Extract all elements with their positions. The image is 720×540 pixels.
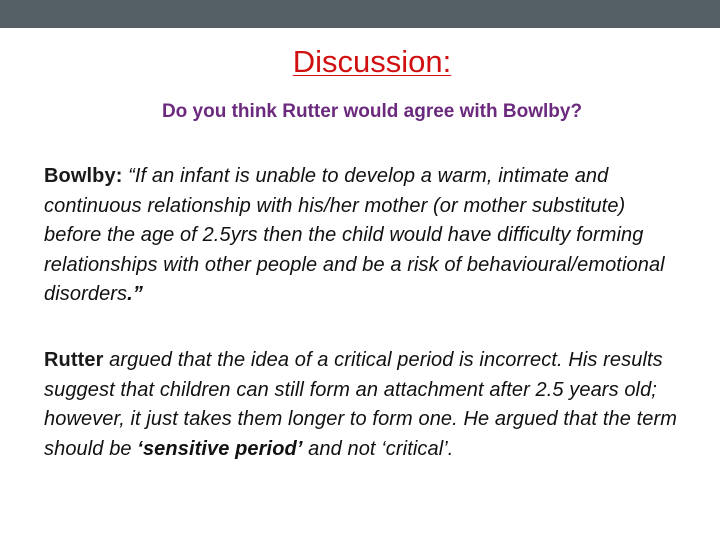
rutter-emphasis: ‘sensitive period’ xyxy=(137,437,303,460)
rutter-ending: and not ‘critical’. xyxy=(302,437,454,460)
top-bar xyxy=(0,0,720,28)
slide-subtitle: Do you think Rutter would agree with Bowlby? xyxy=(161,101,583,122)
rutter-paragraph xyxy=(44,346,684,464)
bowlby-speaker-label: Bowlby: xyxy=(44,165,123,187)
bowlby-paragraph xyxy=(44,162,684,310)
rutter-argument: argued that the idea of a critical period is incorrect. His results suggest that children can still form an attachment after 2.5 years old; however, it just takes them longer to form one. He argued that the term should be xyxy=(44,349,677,460)
slide-title: Discussion: xyxy=(292,44,452,79)
bowlby-quote-closing: .” xyxy=(127,283,143,305)
rutter-speaker-label: Rutter xyxy=(44,349,104,371)
bowlby-quote: “If an infant is unable to develop a warm, intimate and continuous relationship with his/her mother (or mother substitute) before the age of 2.5yrs then the child would have difficulty forming relationships with other people and be a risk of behavioural/emotional disorders xyxy=(44,165,665,305)
